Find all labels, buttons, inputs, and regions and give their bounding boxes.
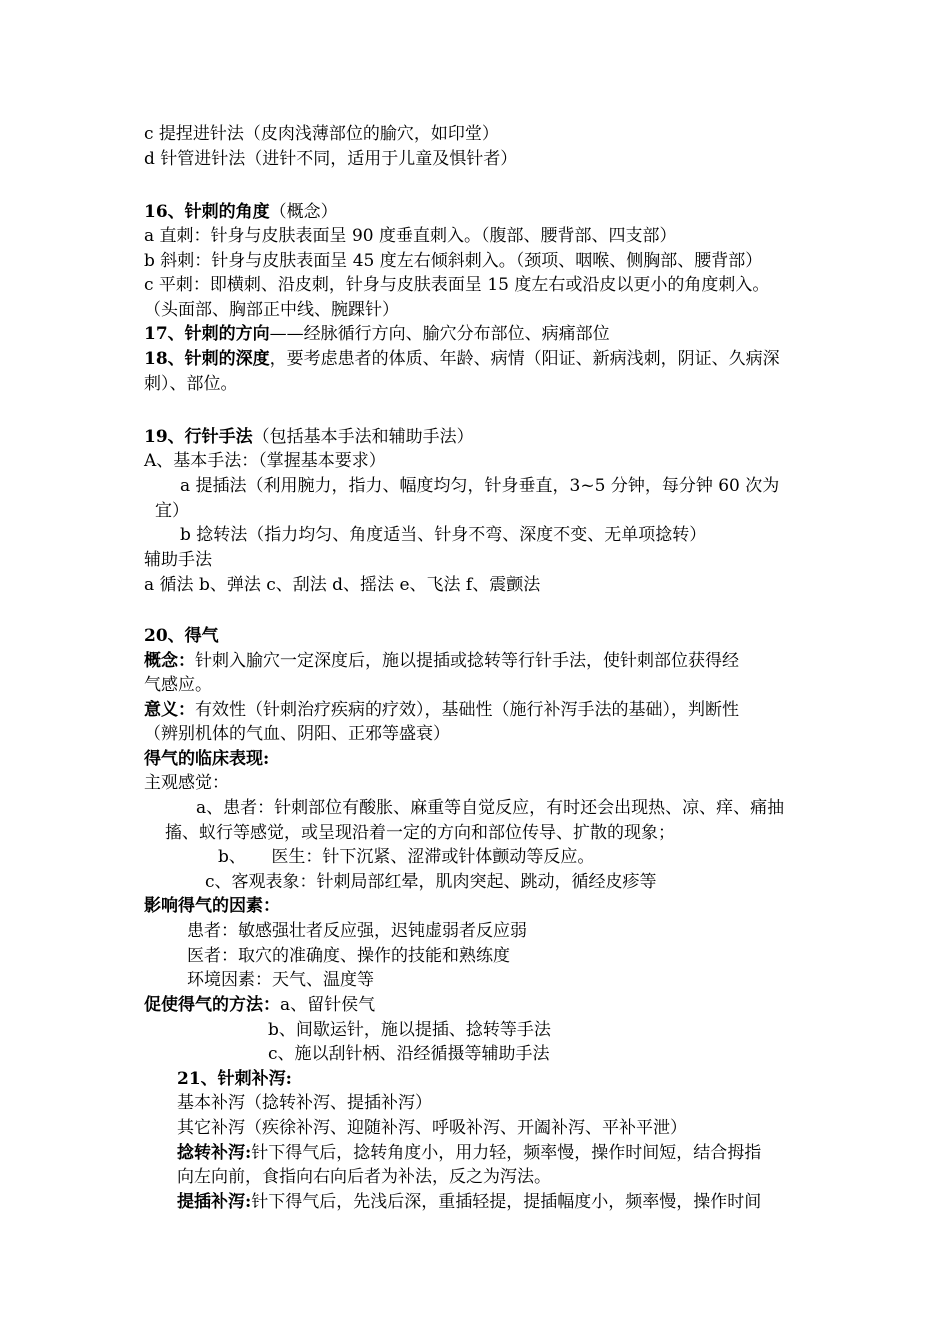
text-line: （辨别机体的气血、阴阳、正邪等盛衰） bbox=[144, 724, 450, 744]
text-line: a 直刺：针身与皮肤表面呈 90 度垂直刺入。（腹部、腰背部、四支部） bbox=[144, 226, 677, 246]
text-line: 刺）、部位。 bbox=[144, 374, 238, 394]
concept-label: 概念： bbox=[144, 651, 195, 671]
text-line: 宜） bbox=[155, 501, 189, 521]
text-line: 气感应。 bbox=[144, 675, 212, 695]
text-line: 搐、蚁行等感觉，或呈现沿着一定的方向和部位传导、扩散的现象； bbox=[165, 823, 675, 843]
subheading: 得气的临床表现: bbox=[144, 749, 270, 769]
meaning-label: 意义： bbox=[144, 700, 195, 720]
text-line: c、施以刮针柄、沿经循摄等辅助手法 bbox=[268, 1044, 550, 1064]
text-line: 基本补泻（捻转补泻、提插补泻） bbox=[177, 1093, 432, 1113]
concept-line bbox=[144, 649, 739, 673]
text-line: 其它补泻（疾徐补泻、迎随补泻、呼吸补泻、开阖补泻、平补平泄） bbox=[177, 1118, 687, 1138]
text-line: 环境因素：天气、温度等 bbox=[187, 970, 374, 990]
lift-text: 针下得气后，先浅后深，重插轻提，提插幅度小，频率慢，操作时间 bbox=[251, 1192, 762, 1212]
text-line: 医者：取穴的准确度、操作的技能和熟练度 bbox=[187, 946, 510, 966]
text-line: a 提插法（利用腕力，指力、幅度均匀，针身垂直，3~5 分钟，每分钟 60 次为 bbox=[180, 476, 780, 496]
method-line bbox=[144, 993, 375, 1017]
section-note: （包括基本手法和辅助手法） bbox=[252, 427, 474, 447]
section-title: 16、针刺的角度 bbox=[144, 202, 270, 222]
section-20-heading: 20、得气 bbox=[144, 626, 219, 646]
text-line: 辅助手法 bbox=[144, 550, 212, 570]
text-line: 患者：敏感强壮者反应强，迟钝虚弱者反应弱 bbox=[187, 921, 527, 941]
text-line: a 循法 b、弹法 c、刮法 d、摇法 e、飞法 f、震颤法 bbox=[144, 575, 541, 595]
text-line: c、客观表象：针刺局部红晕，肌肉突起、跳动，循经皮疹等 bbox=[205, 872, 657, 892]
text-line: （头面部、胸部正中线、腕踝针） bbox=[144, 300, 399, 320]
method-text: a、留针侯气 bbox=[280, 995, 376, 1015]
subheading: 影响得气的因素： bbox=[144, 896, 280, 916]
section-18-heading bbox=[144, 347, 780, 371]
section-title: 19、行针手法 bbox=[144, 427, 253, 447]
section-text: ——经脉循行方向、腧穴分布部位、病痛部位 bbox=[269, 324, 610, 344]
lift-line bbox=[177, 1190, 761, 1214]
meaning-line bbox=[144, 698, 739, 722]
text-line: d 针管进针法（进针不同，适用于儿童及惧针者） bbox=[144, 149, 518, 169]
section-19-heading bbox=[144, 425, 474, 449]
lift-label: 提插补泻: bbox=[177, 1192, 252, 1212]
section-text: ，要考虑患者的体质、年龄、病情（阳证、新病浅刺，阴证、久病深 bbox=[269, 349, 780, 369]
section-title: 18、针刺的深度 bbox=[144, 349, 270, 369]
concept-text: 针刺入腧穴一定深度后，施以提插或捻转等行针手法，使针刺部位获得经 bbox=[195, 651, 739, 671]
twist-line bbox=[177, 1141, 761, 1165]
text-line: b、间歇运针，施以提插、捻转等手法 bbox=[268, 1020, 551, 1040]
text-line: c 提捏进针法（皮肉浅薄部位的腧穴，如印堂） bbox=[144, 124, 499, 144]
text-line: b 捻转法（指力均匀、角度适当、针身不弯、深度不变、无单项捻转） bbox=[180, 525, 707, 545]
section-16-heading bbox=[144, 200, 338, 224]
section-21-heading: 21、针刺补泻: bbox=[177, 1069, 292, 1089]
text-line: 主观感觉： bbox=[144, 773, 229, 793]
section-note: （概念） bbox=[269, 202, 338, 222]
section-title: 17、针刺的方向 bbox=[144, 324, 270, 344]
method-label: 促使得气的方法： bbox=[144, 995, 280, 1015]
text-line: b、 医生：针下沉紧、涩滞或针体颤动等反应。 bbox=[218, 847, 595, 867]
text-line: c 平刺：即横刺、沿皮刺，针身与皮肤表面呈 15 度左右或沿皮以更小的角度刺入。 bbox=[144, 275, 770, 295]
section-17-heading bbox=[144, 322, 610, 346]
twist-text: 针下得气后，捻转角度小，用力轻，频率慢，操作时间短，结合拇指 bbox=[251, 1143, 762, 1163]
text-line: a、患者：针刺部位有酸胀、麻重等自觉反应，有时还会出现热、凉、痒、痛抽 bbox=[196, 798, 785, 818]
text-line: A、基本手法：（掌握基本要求） bbox=[144, 451, 386, 471]
meaning-text: 有效性（针刺治疗疾病的疗效），基础性（施行补泻手法的基础），判断性 bbox=[195, 700, 739, 720]
twist-label: 捻转补泻: bbox=[177, 1143, 252, 1163]
text-line: b 斜刺：针身与皮肤表面呈 45 度左右倾斜刺入。（颈项、咽喉、侧胸部、腰背部） bbox=[144, 251, 763, 271]
text-line: 向左向前，食指向右向后者为补法，反之为泻法。 bbox=[177, 1167, 551, 1187]
